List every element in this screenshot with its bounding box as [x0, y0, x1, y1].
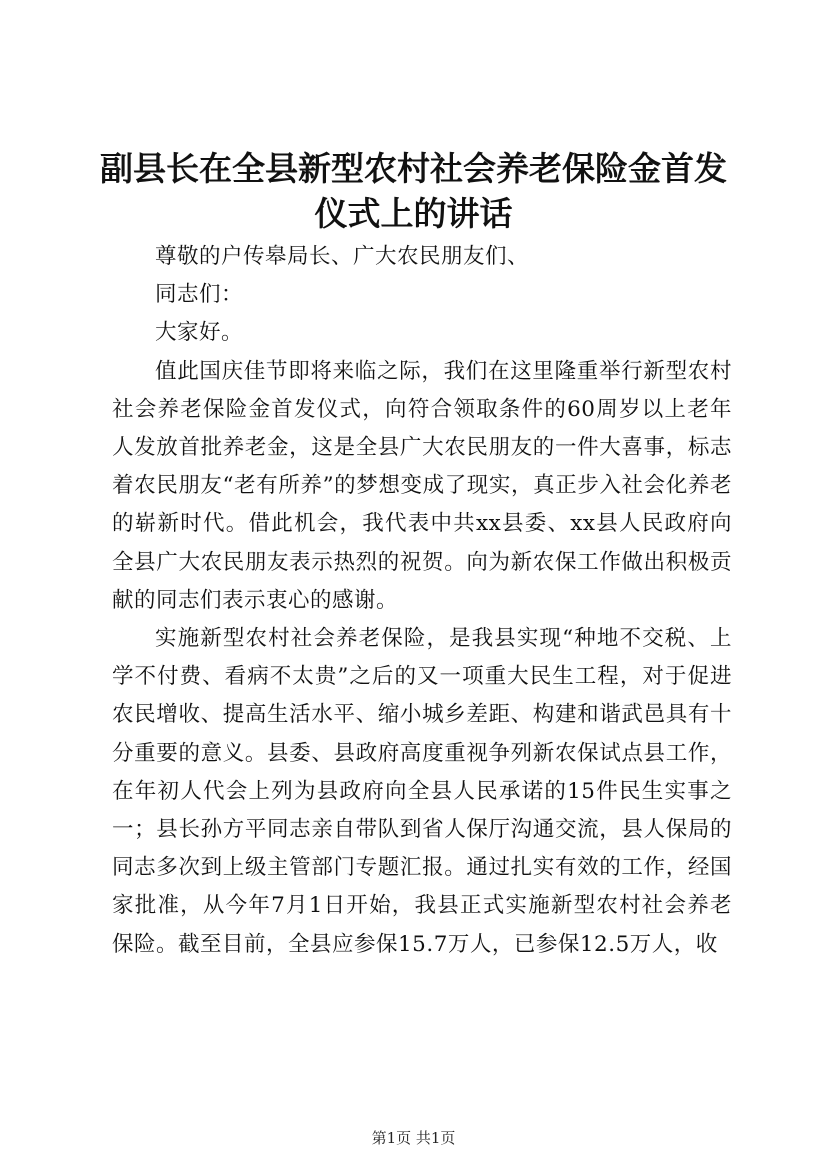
greeting-line: 大家好。	[155, 320, 244, 346]
document-title: 副县长在全县新型农村社会养老保险金首发仪式上的讲话	[100, 149, 727, 233]
salutation-line-2: 同志们：	[155, 282, 244, 308]
body-paragraph: 实施新型农村社会养老保险，是我县实现“种地不交税、上学不付费、看病不太贵”之后的又一项重大民生工程，对于促进农民增收、提高生活水平、缩小城乡差距、构建和谐武邑具有十分重要的意义。县委、县政府高度重视争列新农保试点县工作，在年初人代会上列为县政府向全县人民承诺的15件民生实事之一；县长孙方平同志亲自带队到省人保厅沟通交流，县人保局的同志多次到上级主管部门专题汇报。通过扎实有效的工作，经国家批准，从今年7月1日开始，我县正式实施新型农村社会养老保险。截至目前，全县应参保15.7万人，已参保12.5万人，收	[112, 626, 732, 957]
body-paragraph: 值此国庆佳节即将来临之际，我们在这里隆重举行新型农村社会养老保险金首发仪式，向符合领取条件的60周岁以上老年人发放首批养老金，这是全县广大农民朋友的一件大喜事，标志着农民朋友“老有所养”的梦想变成了现实，真正步入社会化养老的崭新时代。借此机会，我代表中共xx县委、xx县人民政府向全县广大农民朋友表示热烈的祝贺。向为新农保工作做出积极贡献的同志们表示衷心的感谢。	[112, 358, 732, 613]
salutation-line: 尊敬的户传皋局长、广大农民朋友们、	[155, 244, 530, 269]
document-body	[112, 238, 732, 964]
page-number-footer: 第1页 共1页	[371, 1129, 456, 1147]
